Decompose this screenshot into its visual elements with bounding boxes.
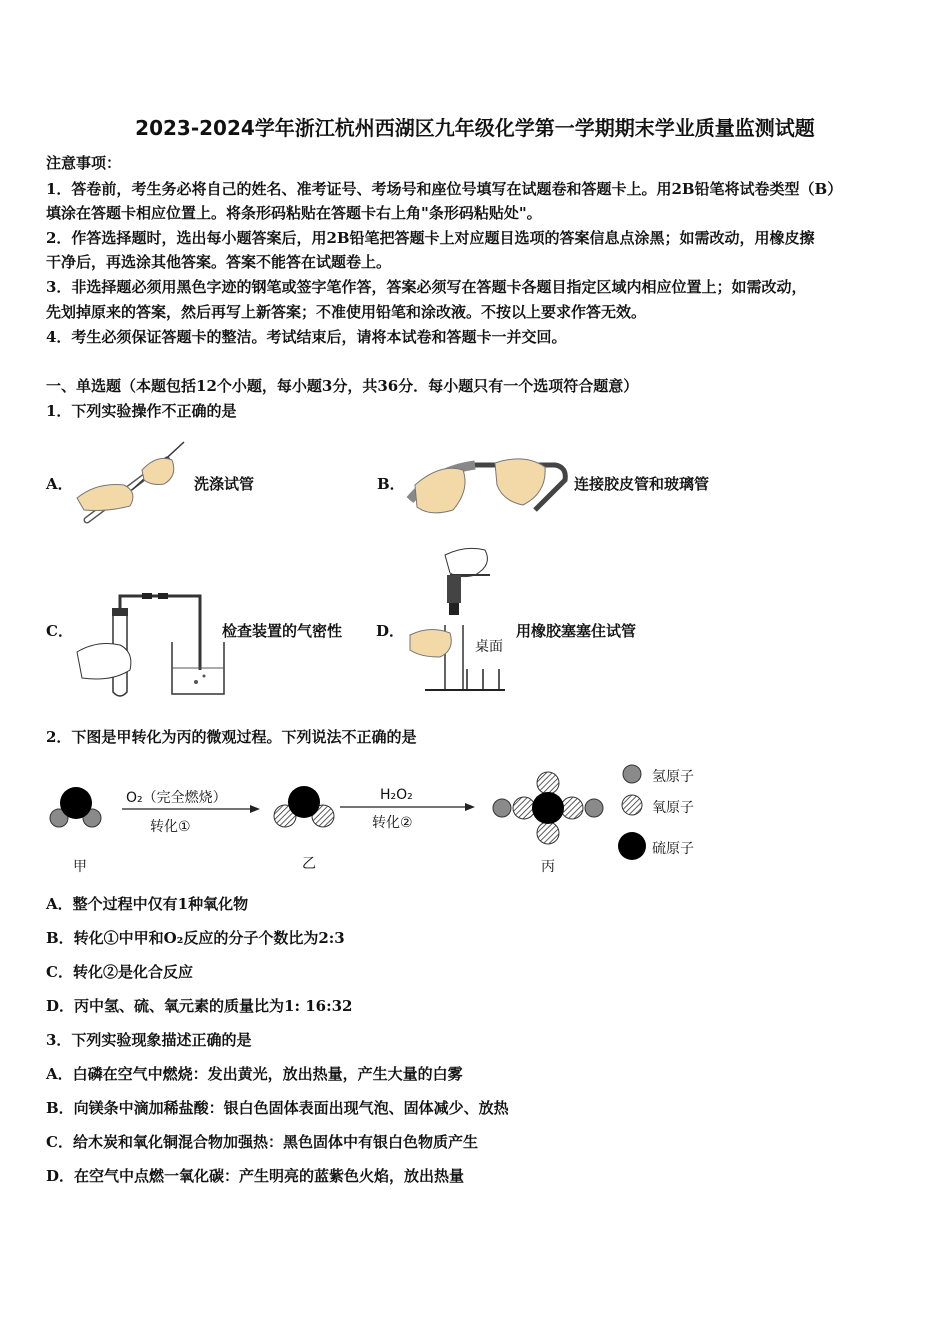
q2-option-b: B．转化①中甲和O₂反应的分子个数比为2:3 bbox=[46, 929, 345, 947]
label-yi: 乙 bbox=[302, 856, 316, 872]
q3-option-a: A．白磷在空气中燃烧：发出黄光，放出热量，产生大量的白雾 bbox=[46, 1065, 463, 1083]
legend-atoms bbox=[619, 762, 649, 862]
q1-stem: 1．下列实验操作不正确的是 bbox=[46, 402, 237, 420]
q3-option-d: D．在空气中点燃一氧化碳：产生明亮的蓝紫色火焰，放出热量 bbox=[46, 1167, 465, 1185]
desk-label: 桌面 bbox=[475, 639, 503, 655]
molecule-bing bbox=[492, 770, 606, 846]
q1-option-a-caption: 洗涤试管 bbox=[194, 475, 255, 493]
q1-option-c-caption: 检查装置的气密性 bbox=[222, 622, 343, 640]
notice-line: 3．非选择题必须用黑色字迹的钢笔或签字笔作答，答案必须写在答题卡各题目指定区域内相应位置上；如需改动， bbox=[46, 278, 807, 296]
section-heading: 一、单选题（本题包括12个小题，每小题3分，共36分．每小题只有一个选项符合题意） bbox=[46, 377, 639, 395]
molecule-yi bbox=[270, 784, 340, 834]
q2-option-c: C．转化②是化合反应 bbox=[46, 963, 193, 981]
q3-option-b: B．向镁条中滴加稀盐酸：银白色固体表面出现气泡、固体减少、放热 bbox=[46, 1099, 509, 1117]
stopper-tube-illustration bbox=[405, 545, 515, 695]
step1-label: 转化① bbox=[150, 819, 191, 835]
connect-tube-illustration bbox=[405, 455, 570, 520]
q3-option-c: C．给木炭和氧化铜混合物加强热：黑色固体中有银白色物质产生 bbox=[46, 1133, 478, 1151]
legend-hydrogen: 氢原子 bbox=[652, 769, 694, 785]
q1-option-a-letter: A． bbox=[46, 475, 73, 493]
wash-test-tube-illustration bbox=[72, 440, 187, 530]
notice-line: 4．考生必须保证答题卡的整洁。考试结束后，请将本试卷和答题卡一并交回。 bbox=[46, 328, 567, 346]
notice-line: 2．作答选择题时，选出每小题答案后，用2B铅笔把答题卡上对应题目选项的答案信息点涂黑；如需改动，用橡皮擦 bbox=[46, 229, 815, 247]
legend-sulfur: 硫原子 bbox=[652, 841, 694, 857]
legend-oxygen: 氧原子 bbox=[652, 800, 694, 816]
step1-reagent: O₂（完全燃烧） bbox=[126, 790, 227, 806]
q1-option-b-letter: B． bbox=[377, 475, 405, 493]
q2-option-d: D．丙中氢、硫、氧元素的质量比为1: 16:32 bbox=[46, 997, 353, 1015]
q1-option-d-caption: 用橡胶塞塞住试管 bbox=[516, 622, 637, 640]
q1-option-c-letter: C． bbox=[46, 622, 73, 640]
step1-arrow bbox=[122, 803, 260, 815]
notice-line: 1．答卷前，考生务必将自己的姓名、准考证号、考场号和座位号填写在试题卷和答题卡上。用2B铅笔将试卷类型（B） bbox=[46, 180, 843, 198]
q2-option-a: A．整个过程中仅有1种氧化物 bbox=[46, 895, 249, 913]
q2-stem: 2．下图是甲转化为丙的微观过程。下列说法不正确的是 bbox=[46, 728, 417, 746]
step2-label: 转化② bbox=[372, 815, 413, 831]
molecule-jia bbox=[48, 776, 108, 831]
q1-option-b-caption: 连接胶皮管和玻璃管 bbox=[574, 475, 710, 493]
label-jia: 甲 bbox=[73, 859, 87, 875]
notice-line: 填涂在答题卡相应位置上。将条形码粘贴在答题卡右上角"条形码粘贴处"。 bbox=[46, 204, 542, 222]
notice-heading: 注意事项： bbox=[46, 154, 122, 172]
q3-stem: 3．下列实验现象描述正确的是 bbox=[46, 1031, 252, 1049]
notice-line: 干净后，再选涂其他答案。答案不能答在试题卷上。 bbox=[46, 253, 392, 271]
airtightness-check-illustration bbox=[72, 590, 237, 702]
page-title: 2023-2024学年浙江杭州西湖区九年级化学第一学期期末学业质量监测试题 bbox=[135, 116, 815, 140]
notice-line: 先划掉原来的答案，然后再写上新答案；不准使用铅笔和涂改液。不按以上要求作答无效。 bbox=[46, 303, 647, 321]
q1-option-d-letter: D． bbox=[376, 622, 405, 640]
label-bing: 丙 bbox=[541, 859, 555, 875]
step2-reagent: H₂O₂ bbox=[380, 787, 413, 803]
